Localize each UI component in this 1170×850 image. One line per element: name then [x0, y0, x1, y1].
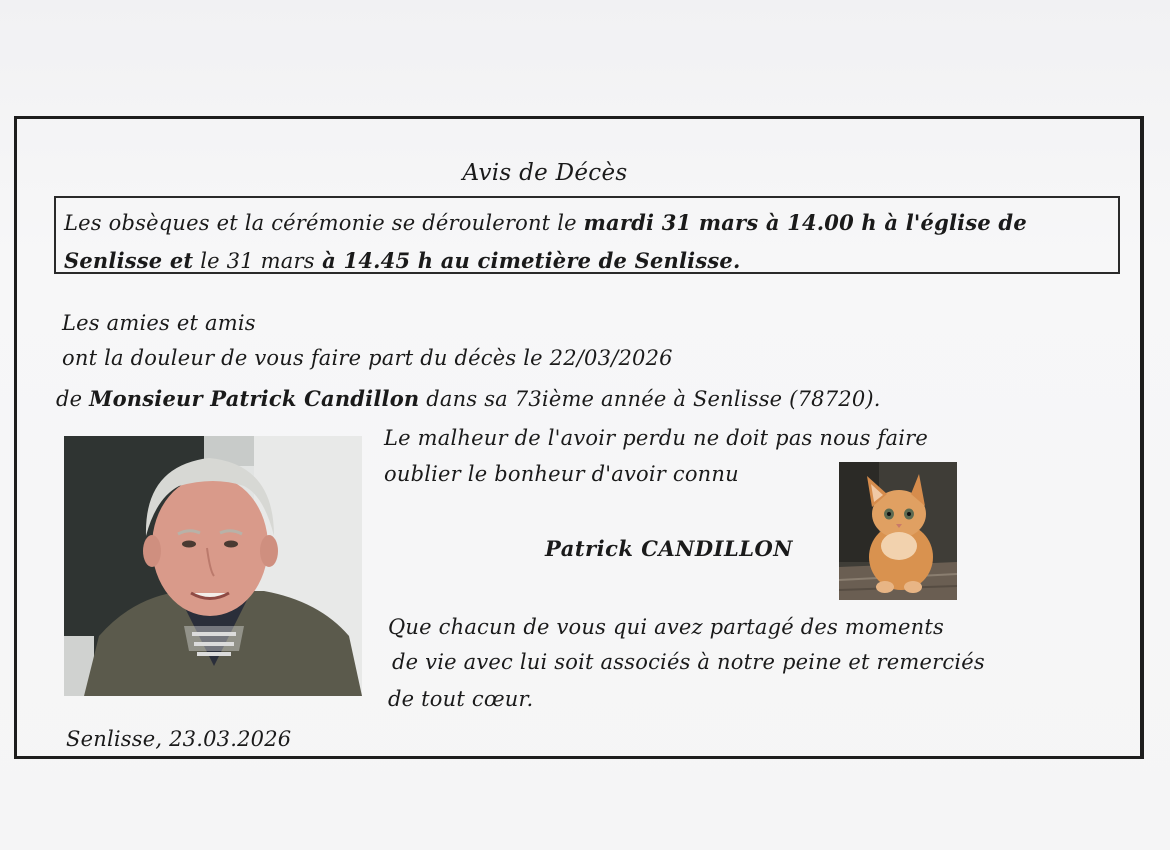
quote-line-1: Le malheur de l'avoir perdu ne doit pas nous faire — [384, 426, 929, 450]
quote-line-2: oublier le bonheur d'avoir connu — [384, 462, 739, 486]
closing-line-2: de vie avec lui soit associés à notre peine et remerciés — [392, 650, 985, 674]
announcement-line-3 — [56, 386, 881, 411]
ceremony-text-1a: Les obsèques et la cérémonie se dérouleront le — [64, 211, 584, 235]
portrait-photo — [64, 436, 362, 696]
closing-line-3: de tout cœur. — [388, 687, 534, 711]
announcement-line-1: Les amies et amis — [62, 311, 256, 335]
kitten-photo — [839, 462, 957, 600]
closing-line-1: Que chacun de vous qui avez partagé des moments — [388, 615, 944, 639]
portrait-illustration — [64, 436, 362, 696]
announcement-line-2: ont la douleur de vous faire part du décès le 22/03/2026 — [62, 346, 673, 370]
ceremony-box — [54, 196, 1120, 274]
kitten-illustration — [839, 462, 957, 600]
ceremony-text-2a: Senlisse et — [64, 248, 194, 273]
ceremony-date-church: mardi 31 mars à 14.00 h à l'église de — [583, 210, 1027, 235]
deceased-name-heading: Patrick CANDILLON — [545, 536, 793, 561]
ceremony-cemetery: à 14.45 h au cimetière de Senlisse. — [314, 248, 741, 273]
place-date: Senlisse, 23.03.2026 — [66, 727, 292, 751]
deceased-full-name: Monsieur Patrick Candillon — [89, 386, 420, 411]
announcement-de: de — [56, 387, 90, 411]
notice-title: Avis de Décès — [462, 160, 628, 186]
announcement-age-place: dans sa 73ième année à Senlisse (78720). — [419, 387, 881, 411]
ceremony-text-2b: le 31 mars — [193, 249, 315, 273]
